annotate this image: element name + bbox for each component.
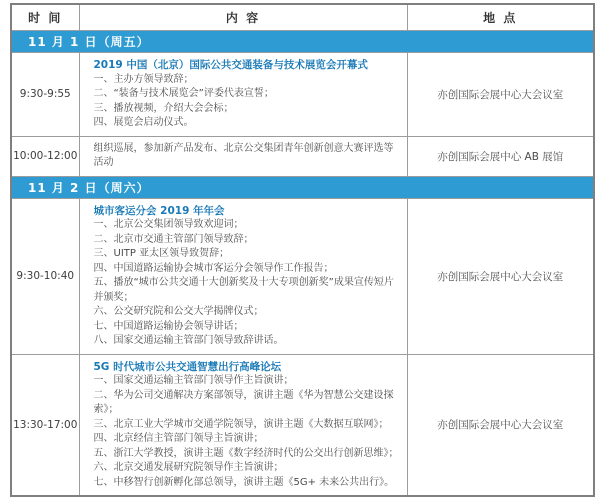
agenda-line: 三、UITP 亚太区领导致贺辞； <box>93 248 230 259</box>
agenda-line: 二、北京市交通主管部门领导致辞； <box>93 233 254 245</box>
date-label: 11 月 2 日（周六） <box>11 176 594 198</box>
date-section-header-nov2 <box>11 176 594 198</box>
agenda-line: 三、播放视频，介绍大会会标； <box>93 102 234 114</box>
agenda-line: 四、展览会启动仪式。 <box>93 117 194 128</box>
time-cell: 13:30-17:00 <box>11 354 79 496</box>
agenda-block <box>94 360 399 491</box>
location-cell: 亦创国际会展中心大会议室 <box>407 354 594 496</box>
column-header-time: 时 间 <box>11 4 79 31</box>
table-row <box>11 354 594 496</box>
schedule-table <box>10 3 595 497</box>
column-header-content: 内 容 <box>79 4 407 31</box>
location-cell: 亦创国际会展中心 AB 展馆 <box>407 136 594 176</box>
event-title: 2019 中国（北京）国际公共交通装备与技术展览会开幕式 <box>93 59 368 71</box>
content-cell <box>79 198 407 354</box>
location-cell: 亦创国际会展中心大会议室 <box>407 53 594 137</box>
agenda-line: 一、主办方领导致辞； <box>93 73 194 85</box>
time-cell: 9:30-9:55 <box>11 53 79 137</box>
agenda-line: 五、播放“城市公共交通十大创新奖及十大专项创新奖”成果宣传短片并颁奖； <box>93 277 394 303</box>
agenda-line: 四、北京经信主管部门领导主旨演讲； <box>93 433 264 444</box>
event-title: 5G 时代城市公共交通智慧出行高峰论坛 <box>93 360 282 373</box>
event-title: 城市客运分会 2019 年年会 <box>93 204 225 217</box>
time-cell: 10:00-12:00 <box>11 136 79 176</box>
location-cell: 亦创国际会展中心大会议室 <box>407 198 594 354</box>
agenda-line: 一、国家交通运输主管部门领导作主旨演讲； <box>93 375 294 386</box>
table-row <box>11 198 594 354</box>
agenda-line: 二、“装备与技术展览会”评委代表宣誓； <box>93 88 274 99</box>
content-cell <box>79 136 407 176</box>
time-cell: 9:30-10:40 <box>11 198 79 354</box>
agenda-line: 五、浙江大学教授，演讲主题《数字经济时代的公交出行创新思维》； <box>93 447 399 459</box>
agenda-block <box>94 58 399 131</box>
agenda-line: 七、中国道路运输协会领导讲话； <box>93 320 244 332</box>
content-cell <box>79 53 407 137</box>
agenda-line: 二、华为公司交通解决方案部领导，演讲主题《华为智慧公交建设探索》； <box>93 389 394 415</box>
agenda-block <box>94 204 399 349</box>
agenda-line: 组织巡展，参加新产品发布、北京公交集团青年创新创意大赛评选等活动 <box>93 142 394 168</box>
content-cell <box>79 354 407 496</box>
agenda-line: 三、北京工业大学城市交通学院领导，演讲主题《大数据互联网》； <box>93 418 389 430</box>
date-section-header-nov1 <box>11 31 594 53</box>
agenda-line: 一、北京公交集团领导致欢迎词； <box>93 219 244 230</box>
agenda-line: 七、中移智行创新孵化部总领导，演讲主题《5G+ 未来公共出行》。 <box>93 476 395 488</box>
agenda-line: 六、北京交通发展研究院领导作主旨演讲； <box>93 462 284 473</box>
agenda-line: 六、公交研究院和公交大学揭牌仪式； <box>93 306 264 317</box>
agenda-block <box>94 142 399 171</box>
agenda-line: 四、中国道路运输协会城市客运分会领导作工作报告； <box>93 262 334 274</box>
table-row <box>11 53 594 137</box>
table-row <box>11 136 594 176</box>
agenda-line: 八、国家交通运输主管部门领导致辞讲话。 <box>93 335 284 346</box>
header-row <box>11 4 594 31</box>
column-header-location: 地 点 <box>407 4 594 31</box>
date-label: 11 月 1 日（周五） <box>11 31 594 53</box>
